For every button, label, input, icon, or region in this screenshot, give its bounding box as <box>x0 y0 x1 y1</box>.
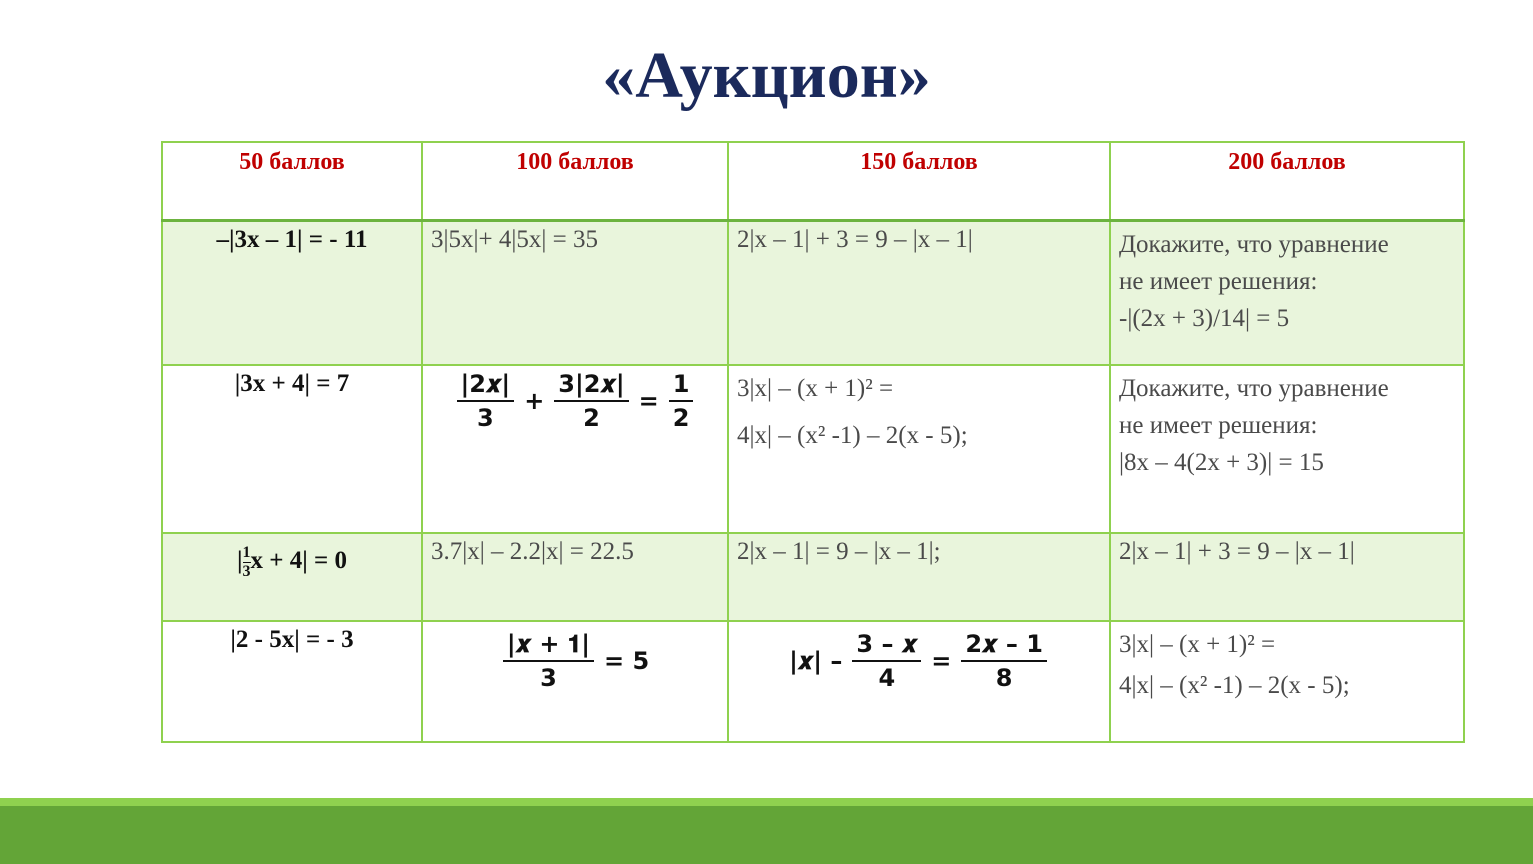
text-line: -|(2x + 3)/14| = 5 <box>1119 304 1290 332</box>
fraction-equation <box>431 370 719 432</box>
text-line: Докажите, что уравнение <box>1119 375 1389 402</box>
text-line: 4|x| – (x² -1) – 2(x - 5); <box>737 422 968 449</box>
equation-part: x + 4| = 0 <box>250 547 347 575</box>
denominator: 2 <box>672 404 690 432</box>
numerator: |𝒙 + 𝟏| <box>503 630 594 662</box>
cell <box>422 621 728 742</box>
fraction <box>503 630 594 692</box>
denominator: 3 <box>477 404 494 432</box>
text-line: |8x – 4(2x + 3)| = 15 <box>1119 449 1324 476</box>
cell <box>422 533 728 621</box>
operator: = 5 <box>603 647 650 675</box>
cell: |3x + 4| = 7 <box>162 365 422 533</box>
cell <box>422 365 728 533</box>
header-50: 50 баллов <box>162 142 422 220</box>
equation: 3|5x|+ 4|5x| = 35 <box>431 225 598 253</box>
denominator: 4 <box>878 664 896 692</box>
cell <box>1110 621 1464 742</box>
text-line: не имеет решения: <box>1119 267 1318 295</box>
auction-table <box>161 141 1465 743</box>
fraction <box>852 630 921 692</box>
table-row <box>162 621 1464 742</box>
fraction <box>961 630 1047 692</box>
footer-bar <box>0 806 1533 864</box>
numerator: 1 <box>242 544 251 561</box>
table-row <box>162 220 1464 365</box>
cell <box>1110 220 1464 365</box>
text-line: 3|x| – (x + 1)² = <box>737 375 894 402</box>
fraction <box>243 544 251 581</box>
fraction-equation <box>737 630 1101 692</box>
equation: 3.7|x| – 2.2|x| = 22.5 <box>431 538 634 565</box>
numerator: |2𝒙| <box>457 370 515 402</box>
header-200: 200 баллов <box>1110 142 1464 220</box>
operator: + <box>524 387 545 415</box>
numerator: 2𝒙 – 1 <box>961 630 1047 662</box>
cell <box>162 533 422 621</box>
numerator: 1 <box>669 370 694 402</box>
denominator: 3 <box>540 664 557 692</box>
header-row <box>162 142 1464 220</box>
cell <box>728 533 1110 621</box>
numerator: 3|2𝒙| <box>554 370 628 402</box>
fraction <box>669 370 694 432</box>
equation-part: | <box>236 547 243 575</box>
denominator: 8 <box>995 664 1013 692</box>
equation: 2|x – 1| + 3 = 9 – |x – 1| <box>737 225 973 253</box>
cell <box>422 220 728 365</box>
slide-title: «Аукцион» <box>602 39 931 112</box>
cell <box>728 220 1110 365</box>
operator: = <box>638 387 659 415</box>
denominator: 2 <box>583 404 600 432</box>
operator: = <box>931 647 952 675</box>
cell: |2 - 5x| = - 3 <box>162 621 422 742</box>
equation: 2|x – 1| + 3 = 9 – |x – 1| <box>1119 538 1355 565</box>
equation <box>171 544 413 581</box>
fraction-equation <box>431 630 719 692</box>
cell <box>1110 365 1464 533</box>
text-line: 3|x| – (x + 1)² = <box>1119 631 1276 658</box>
header-150: 150 баллов <box>728 142 1110 220</box>
fraction <box>554 370 628 432</box>
fraction <box>457 370 515 432</box>
text-line: Докажите, что уравнение <box>1119 230 1389 258</box>
table-row <box>162 533 1464 621</box>
table-row <box>162 365 1464 533</box>
denominator: 3 <box>242 563 251 580</box>
equation-part: |𝒙| – <box>789 647 843 675</box>
equation: 2|x – 1| = 9 – |x – 1|; <box>737 538 941 565</box>
header-100: 100 баллов <box>422 142 728 220</box>
numerator: 3 – 𝒙 <box>852 630 921 662</box>
cell <box>728 365 1110 533</box>
cell <box>728 621 1110 742</box>
text-line: 4|x| – (x² -1) – 2(x - 5); <box>1119 672 1350 699</box>
text-line: не имеет решения: <box>1119 412 1318 439</box>
cell: –|3x – 1| = - 11 <box>162 220 422 365</box>
footer-bar-light <box>0 798 1533 806</box>
cell <box>1110 533 1464 621</box>
